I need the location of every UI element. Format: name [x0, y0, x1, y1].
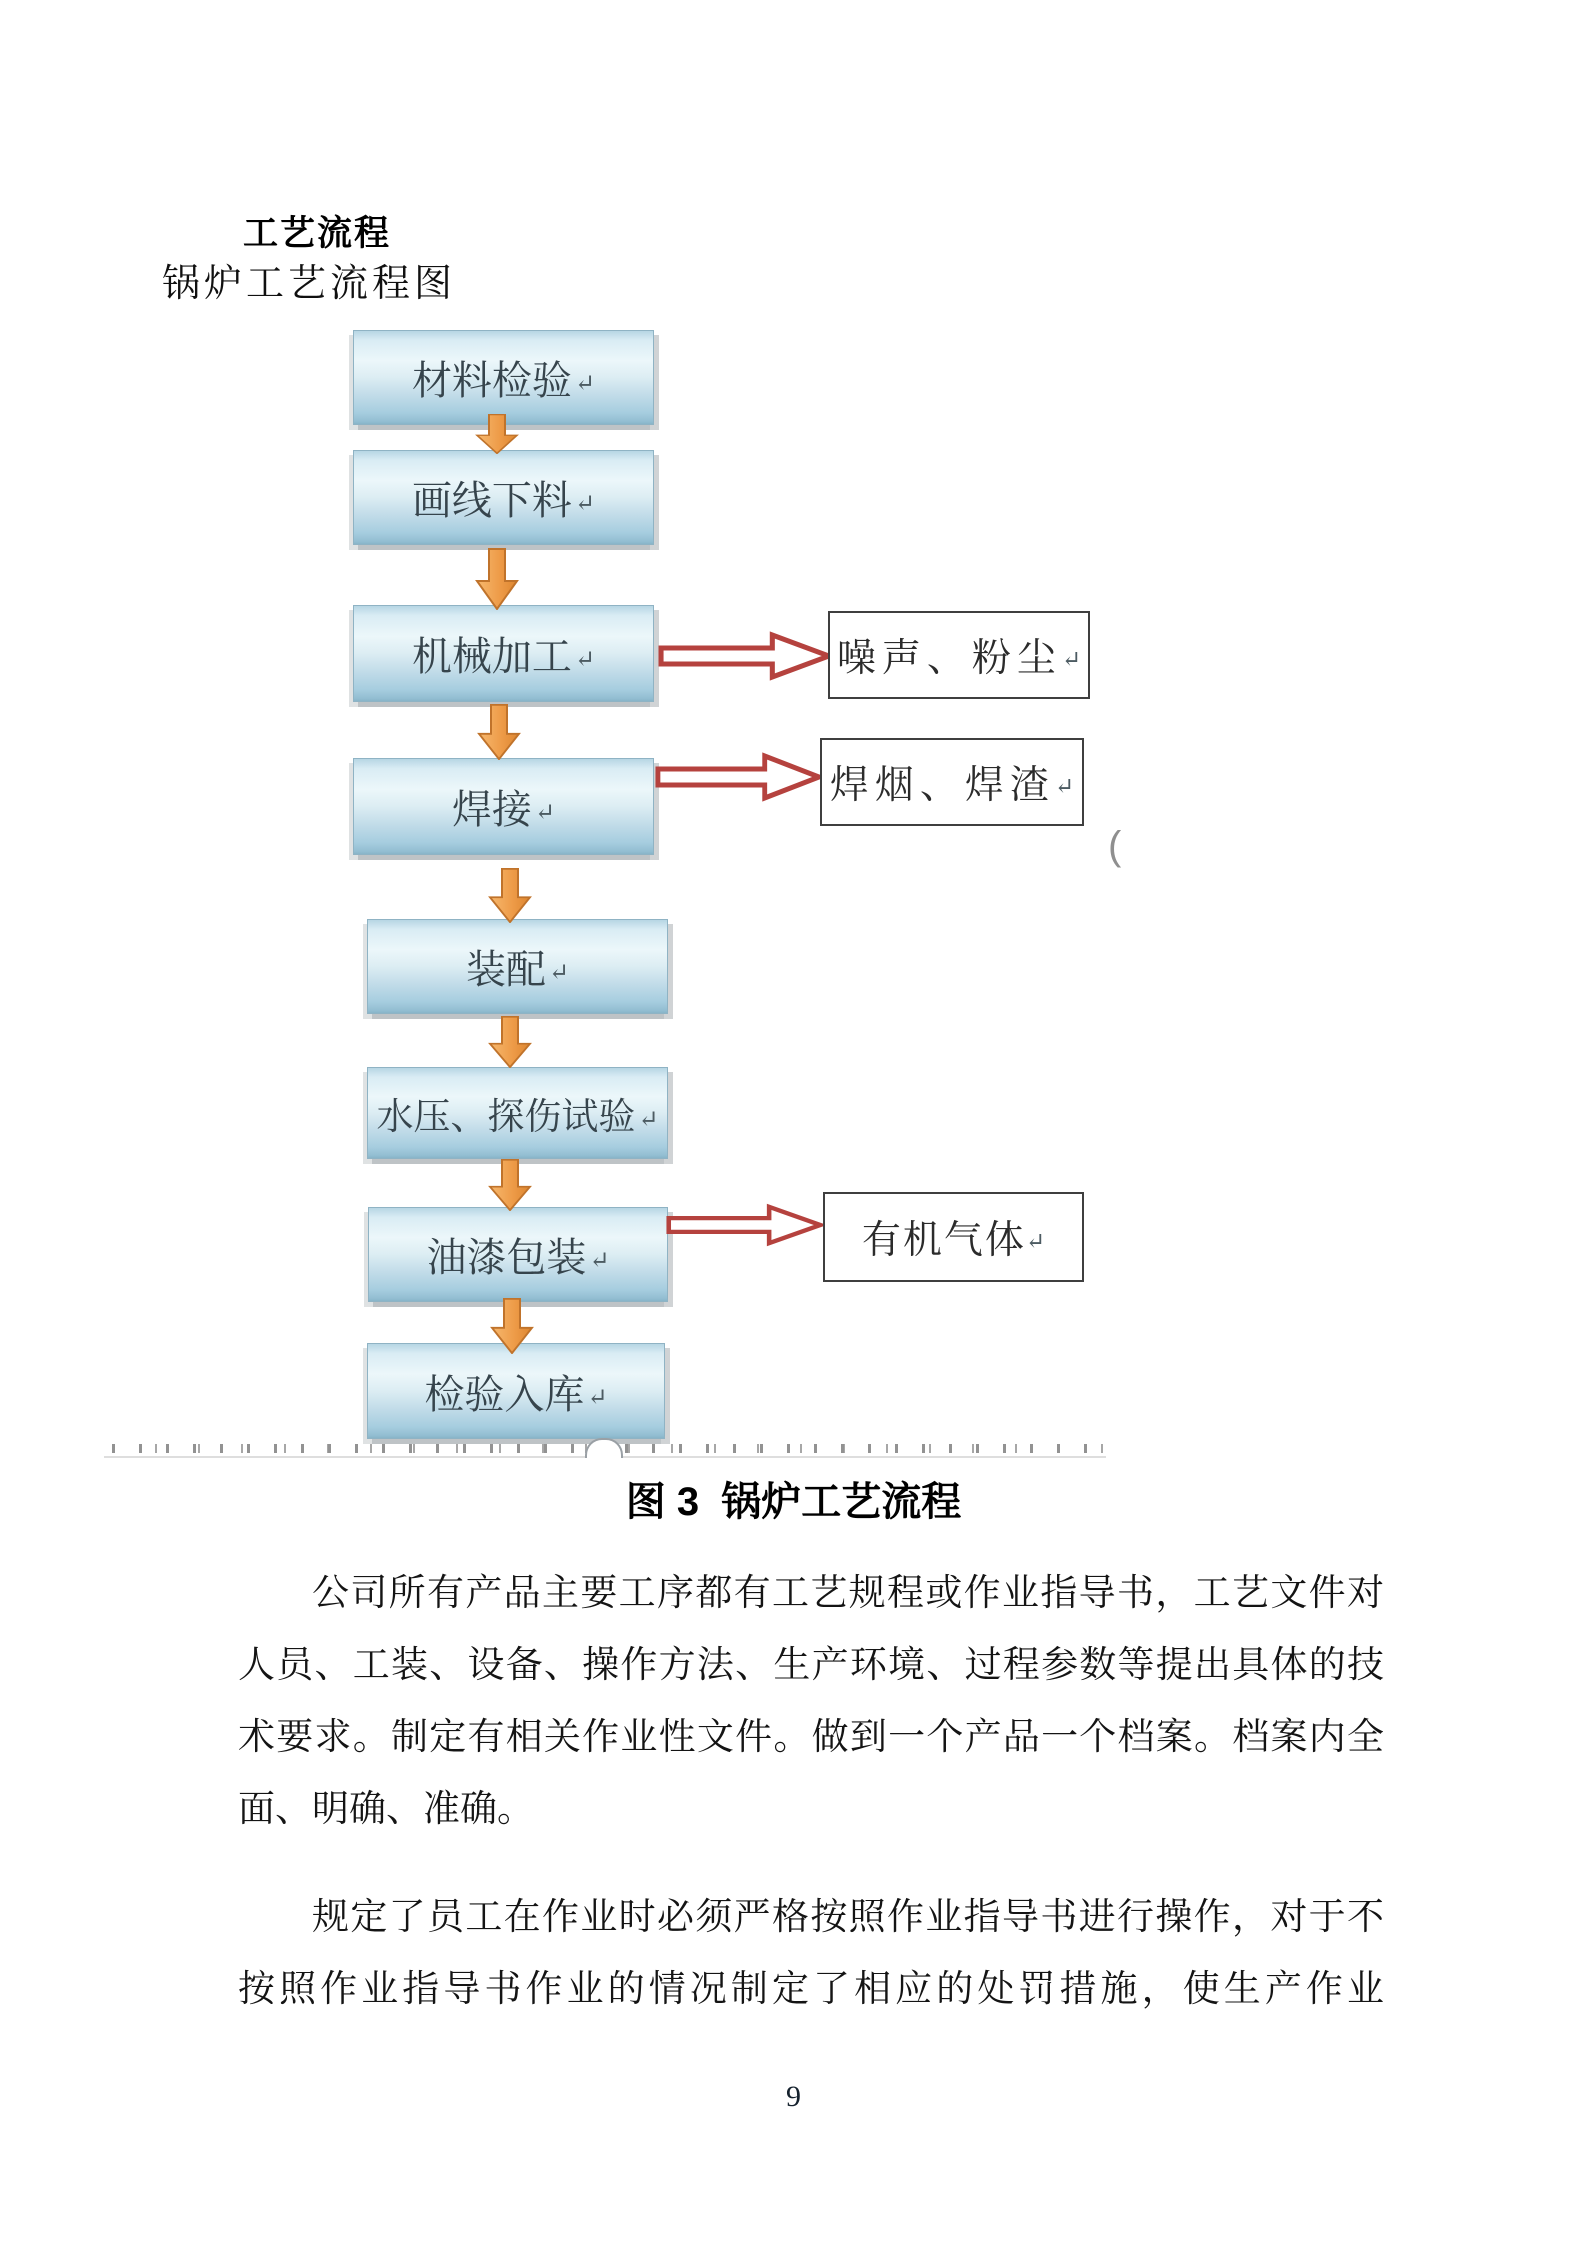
body-paragraph: 规定了员工在作业时必须严格按照作业指导书进行操作，对于不按照作业指导书作业的情况制定了相应的处罚措施，使生产作业 [238, 1897, 1384, 2010]
down-arrow-icon [490, 1298, 534, 1354]
hazard-label: 噪声、粉尘 [836, 637, 1062, 680]
flow-step-label: 油漆包装 [426, 1235, 587, 1280]
return-mark: ↵ [574, 491, 596, 517]
down-arrow-icon [488, 1016, 532, 1068]
return-mark: ↵ [574, 371, 596, 397]
flow-step-label: 检验入库 [424, 1371, 585, 1417]
flow-step-paint-packaging [368, 1207, 668, 1302]
return-mark: ↵ [587, 1384, 608, 1411]
return-mark: ↵ [548, 960, 570, 986]
figure-subtitle: 锅炉工艺流程图 [162, 263, 457, 305]
flow-step-assembly [367, 919, 668, 1014]
return-mark: ↵ [638, 1106, 659, 1133]
flow-step-marking-cutting [353, 450, 654, 545]
flow-step-pressure-flaw-test [367, 1067, 668, 1159]
artifact-glyph: ( [1108, 824, 1122, 868]
hazard-label: 有机气体 [861, 1219, 1026, 1262]
down-arrow-icon [475, 414, 519, 454]
return-mark: ↵ [1025, 1229, 1046, 1254]
down-arrow-icon [488, 1159, 532, 1211]
hazard-box-organic-gas [823, 1192, 1084, 1282]
flow-step-label: 材料检验 [411, 358, 572, 403]
hazard-box-fume-slag [820, 738, 1084, 826]
return-mark: ↵ [1054, 774, 1075, 799]
hazard-box-noise-dust [828, 611, 1090, 699]
return-mark: ↵ [574, 647, 596, 673]
hazard-arrow-icon [655, 748, 822, 806]
flow-step-label: 画线下料 [411, 478, 572, 523]
return-mark: ↵ [534, 800, 556, 826]
page-title: 工艺流程 [243, 214, 392, 253]
down-arrow-icon [475, 548, 519, 610]
figure-caption: 图 3 锅炉工艺流程 [625, 1480, 962, 1524]
down-arrow-icon [488, 868, 532, 923]
flow-step-label: 机械加工 [411, 634, 572, 679]
hazard-arrow-icon [658, 627, 832, 685]
return-mark: ↵ [1061, 647, 1082, 672]
body-text [238, 1558, 1384, 2026]
body-paragraph: 公司所有产品主要工序都有工艺规程或作业指导书，工艺文件对人员、工装、设备、操作方法、生产环境、过程参数等提出具体的技术要求。制定有相关作业性文件。做到一个产品一个档案。档案内全面、明确、准确。 [238, 1573, 1384, 1830]
page-number: 9 [786, 2080, 801, 2113]
flow-step-label: 水压、探伤试验 [376, 1097, 636, 1138]
hazard-arrow-icon [666, 1200, 823, 1250]
flow-step-label: 焊接 [451, 787, 532, 832]
flow-step-material-inspection [353, 330, 654, 425]
down-arrow-icon [477, 704, 521, 760]
hazard-label: 焊烟、焊渣 [829, 764, 1055, 807]
flow-step-machining [353, 605, 654, 702]
artifact-semicircle [585, 1438, 623, 1458]
return-mark: ↵ [589, 1248, 610, 1274]
flow-step-inspection-warehousing [367, 1343, 665, 1439]
flow-step-label: 装配 [465, 947, 546, 992]
flow-step-welding [353, 758, 654, 855]
